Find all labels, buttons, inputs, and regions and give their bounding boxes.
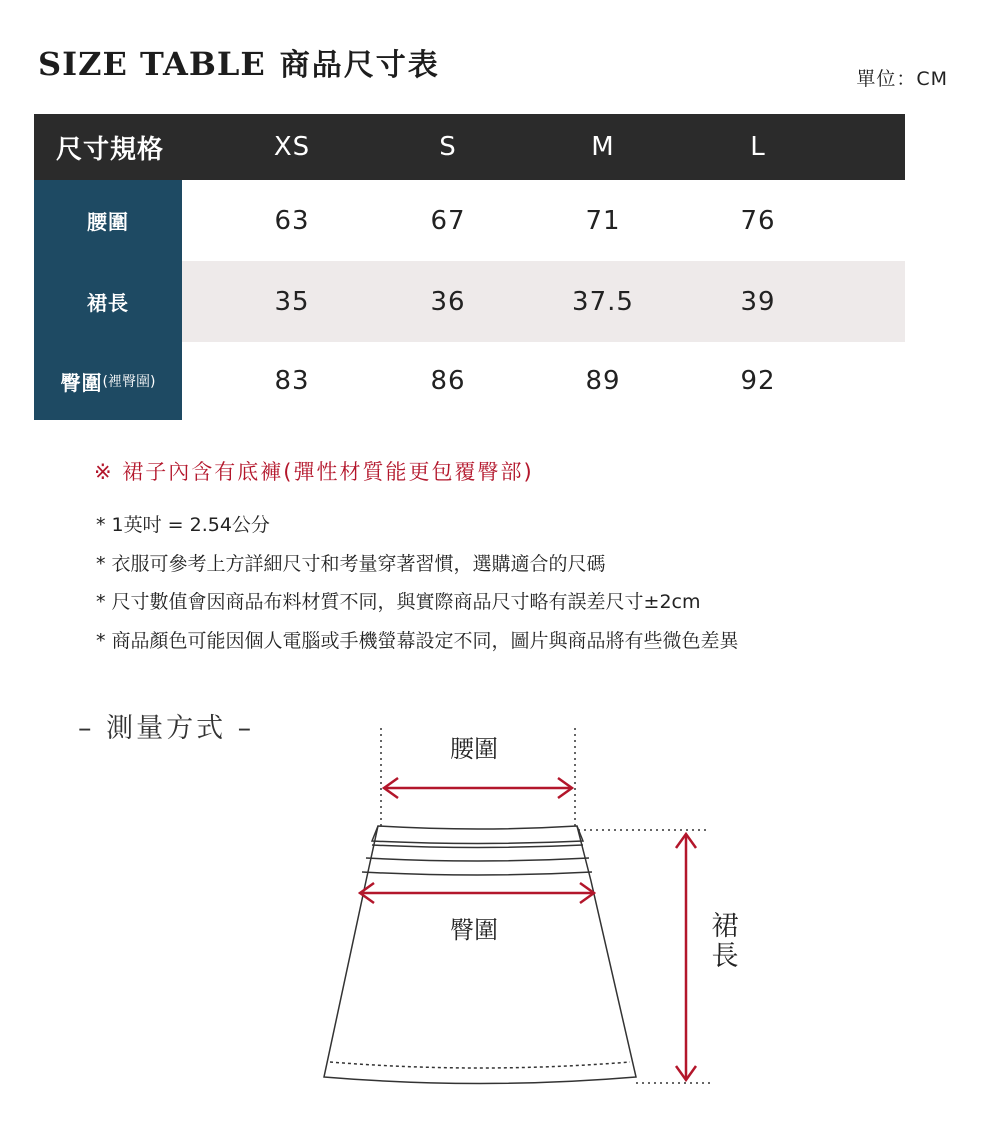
corner-label: 尺寸規格 [55,134,164,165]
note-item: * 尺寸數值會因商品布料材質不同，與實際商品尺寸略有誤差尺寸±2cm [96,591,701,613]
note-item: * 衣服可參考上方詳細尺寸和考量穿著習慣，選購適合的尺碼 [96,552,606,575]
unit-label: 單位：CM [856,68,948,90]
row-label-text: 裙長 [87,291,129,315]
row-label-text: 腰圍 [87,210,129,234]
table-cell: 63 [274,205,310,236]
title-english: SIZE TABLE [38,45,266,83]
length-arrow [676,834,696,1080]
table-cell: 83 [274,366,310,396]
table-cell: 86 [430,366,466,396]
table-cell: 67 [430,205,466,236]
waist-arrow [384,778,572,798]
table-cell: 71 [585,205,621,236]
waist-label: 腰圍 [450,735,498,763]
table-cell: 89 [585,366,621,396]
lining-note: ※ 裙子內含有底褲(彈性材質能更包覆臀部) [94,460,534,484]
note-item: * 商品顏色可能因個人電腦或手機螢幕設定不同，圖片與商品將有些微色差異 [96,629,739,652]
row-label-note: (裡臀圍) [102,374,156,390]
title-chinese: 商品尺寸表 [279,48,440,83]
hip-label: 臀圍 [450,916,498,944]
skirt-outline [324,826,636,1084]
table-cell: 39 [740,286,776,317]
size-header-xs: XS [273,132,311,162]
table-cell: 36 [430,286,466,317]
table-cell: 92 [740,366,776,396]
size-header-l: L [750,132,766,162]
table-cell: 76 [740,205,776,236]
measure-title: – 測量方式 – [78,713,255,744]
size-header-s: S [439,132,457,162]
table-cell: 37.5 [572,286,634,317]
row-label-text: 臀圍 [60,370,103,395]
note-item: * 1英吋 = 2.54公分 [96,514,270,536]
size-header-m: M [591,132,615,162]
table-cell: 35 [274,286,310,317]
length-label: 裙長 [711,911,739,972]
